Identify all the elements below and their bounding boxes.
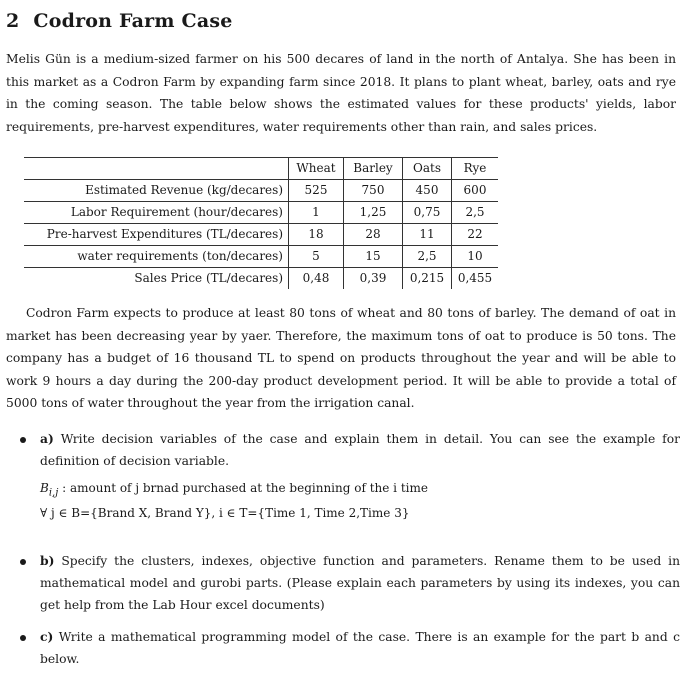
table-cell: 750 — [344, 180, 403, 202]
table-cell: 15 — [344, 246, 403, 268]
question-c-label: c) — [40, 629, 54, 645]
question-list — [16, 428, 680, 670]
table-row — [24, 180, 498, 202]
row-label: Sales Price (TL/decares) — [134, 271, 283, 285]
table-cell: 2,5 — [452, 202, 499, 224]
table-cell: 1 — [289, 202, 344, 224]
table-cell: 600 — [452, 180, 499, 202]
table-cell: 11 — [403, 224, 452, 246]
bullet-icon — [20, 559, 26, 565]
table-cell: 0,215 — [403, 268, 452, 290]
row-label: water requirements (ton/decares) — [77, 249, 283, 263]
table-header-row — [24, 158, 498, 180]
section-number: 2 — [6, 10, 20, 32]
table-cell: 0,39 — [344, 268, 403, 290]
intro-paragraph: Melis Gün is a medium-sized farmer on his 500 decares of land in the north of Antalya. She has been in this market as a Codron Farm by expanding farm since 2018. It plans to plant wheat, barley, oats and rye in the coming season. The table below shows the estimated values for these products' yields, labor requirements, pre-harvest expenditures, water requirements other than rain, and sales prices. — [6, 52, 676, 134]
column-header: Rye — [452, 158, 499, 180]
table-cell: 5 — [289, 246, 344, 268]
table-row — [24, 224, 498, 246]
table-cell: 18 — [289, 224, 344, 246]
row-label: Pre-harvest Expenditures (TL/decares) — [46, 227, 283, 241]
decision-variable-example — [40, 478, 680, 524]
table-cell: 0,48 — [289, 268, 344, 290]
question-a-label: a) — [40, 431, 54, 446]
example-definition: : amount of j brnad purchased at the beginning of the i time — [58, 481, 428, 495]
example-sets-line: ∀ j ∈ B={Brand X, Brand Y}, i ∈ T={Time 1, Time 2,Time 3} — [40, 506, 410, 521]
question-c — [16, 626, 680, 670]
table-cell: 22 — [452, 224, 499, 246]
crop-data-table — [24, 157, 498, 289]
column-header: Barley — [344, 158, 403, 180]
row-label: Estimated Revenue (kg/decares) — [85, 183, 283, 197]
context-paragraph: Codron Farm expects to produce at least 80 tons of wheat and 80 tons of barley. The demand of oat in market has been decreasing year by yaer. Therefore, the maximum tons of oat to produce is 50 tons. The company has a budget of 16 thousand TL to spend on products throughout the year and will be able to work 9 hours a day during the 200-day product development period. It will be able to provide a total of 5000 tons of water throughout the year from the irrigation canal. — [6, 306, 676, 410]
table-row — [24, 202, 498, 224]
example-subscript: i,j — [48, 487, 59, 499]
table-row — [24, 268, 498, 290]
table-corner-cell — [24, 158, 289, 180]
column-header: Oats — [403, 158, 452, 180]
bullet-icon — [20, 635, 26, 641]
table-cell: 10 — [452, 246, 499, 268]
question-a-text: Write decision variables of the case and explain them in detail. You can see the example for definition of decision variable. — [40, 432, 680, 468]
table-cell: 450 — [403, 180, 452, 202]
table-cell: 0,75 — [403, 202, 452, 224]
question-c-text: Write a mathematical programming model of the case. There is an example for the part b and c below. — [40, 630, 680, 667]
example-symbol: B — [40, 481, 49, 495]
row-label: Labor Requirement (hour/decares) — [70, 205, 283, 219]
table-row — [24, 246, 498, 268]
table-cell: 28 — [344, 224, 403, 246]
column-header: Wheat — [289, 158, 344, 180]
question-b-label: b) — [40, 553, 55, 569]
bullet-icon — [20, 437, 26, 443]
table-cell: 525 — [289, 180, 344, 202]
question-b — [16, 550, 680, 616]
question-b-text: Specify the clusters, indexes, objective function and parameters. Rename them to be used in mathematical model and gurobi parts. (Please explain each parameters by using its indexes, you can get help from the Lab Hour excel documents) — [40, 554, 680, 613]
section-heading — [6, 10, 233, 32]
table-cell: 0,455 — [452, 268, 499, 290]
section-title: Codron Farm Case — [33, 10, 233, 32]
question-a — [16, 428, 680, 524]
table-cell: 2,5 — [403, 246, 452, 268]
example-definition-line — [40, 478, 680, 503]
table-cell: 1,25 — [344, 202, 403, 224]
